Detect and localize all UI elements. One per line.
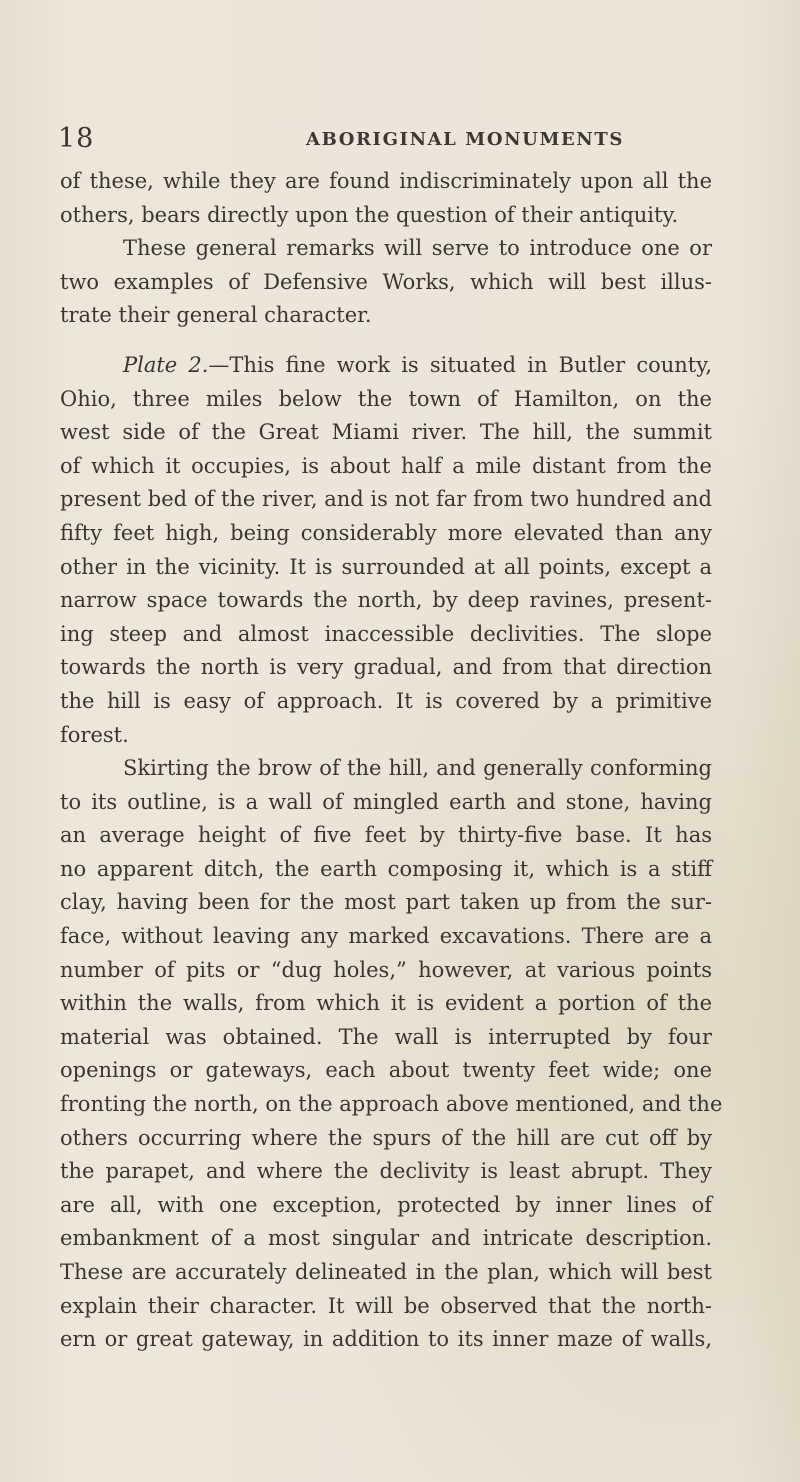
text-line: west side of the Great Miami river. The hill, the summit: [60, 420, 712, 445]
text-line: openings or gateways, each about twenty feet wide; one: [60, 1058, 712, 1083]
text-line: explain their character. It will be observed that the north-: [60, 1293, 712, 1318]
text-line: [60, 349, 712, 383]
text-line: narrow space towards the north, by deep ravines, present-: [60, 588, 712, 613]
page-header: [58, 124, 718, 154]
text-line: material was obtained. The wall is interrupted by four: [60, 1024, 712, 1049]
text-line: forest.: [60, 722, 129, 747]
text-line: the hill is easy of approach. It is covered by a primitive: [60, 688, 712, 713]
text-line: ern or great gateway, in addition to its inner maze of walls,: [60, 1327, 712, 1352]
text-line: These general remarks will serve to introduce one or: [123, 236, 712, 261]
plate-reference: Plate 2.: [123, 352, 209, 377]
text-line: number of pits or “dug holes,” however, at various points: [60, 957, 712, 982]
text-line: Skirting the brow of the hill, and generally conforming: [123, 756, 712, 781]
text-line: clay, having been for the most part taken up from the sur-: [60, 890, 712, 915]
text-line: an average height of five feet by thirty-five base. It has: [60, 823, 712, 848]
text-line: of which it occupies, is about half a mile distant from the: [60, 453, 712, 478]
text-line: the parapet, and where the declivity is least abrupt. They: [60, 1159, 712, 1184]
text-line: no apparent ditch, the earth composing it, which is a stiff: [60, 856, 712, 881]
text-line: to its outline, is a wall of mingled earth and stone, having: [60, 789, 712, 814]
page-number: 18: [58, 123, 95, 154]
text-line: others, bears directly upon the question of their antiquity.: [60, 202, 679, 227]
text-line: present bed of the river, and is not far from two hundred and: [60, 487, 712, 512]
text-line: others occurring where the spurs of the hill are cut off by: [60, 1125, 712, 1150]
running-head: ABORIGINAL MONUMENTS: [306, 129, 624, 150]
text-line: fifty feet high, being considerably more elevated than any: [60, 520, 712, 545]
text-line: ing steep and almost inaccessible declivities. The slope: [60, 621, 712, 646]
text-line: face, without leaving any marked excavations. There are a: [60, 924, 712, 949]
text-line: embankment of a most singular and intricate description.: [60, 1226, 712, 1251]
text-line-rest: —This fine work is situated in Butler county,: [208, 352, 712, 377]
paragraph-gap: [60, 333, 712, 349]
text-line: Ohio, three miles below the town of Hamilton, on the: [60, 386, 712, 411]
text-line: within the walls, from which it is evident a portion of the: [60, 991, 712, 1016]
text-line: are all, with one exception, protected by inner lines of: [60, 1192, 712, 1217]
text-line: These are accurately delineated in the plan, which will best: [60, 1260, 712, 1284]
text-line: trate their general character.: [60, 303, 372, 328]
text-line: other in the vicinity. It is surrounded at all points, except a: [60, 554, 712, 579]
text-line: two examples of Defensive Works, which will best illus-: [60, 269, 712, 294]
text-line: fronting the north, on the approach above mentioned, and the: [60, 1092, 723, 1117]
body-text: [60, 165, 723, 1357]
text-line: of these, while they are found indiscriminately upon all the: [60, 169, 712, 193]
text-line: towards the north is very gradual, and from that direction: [60, 655, 712, 680]
